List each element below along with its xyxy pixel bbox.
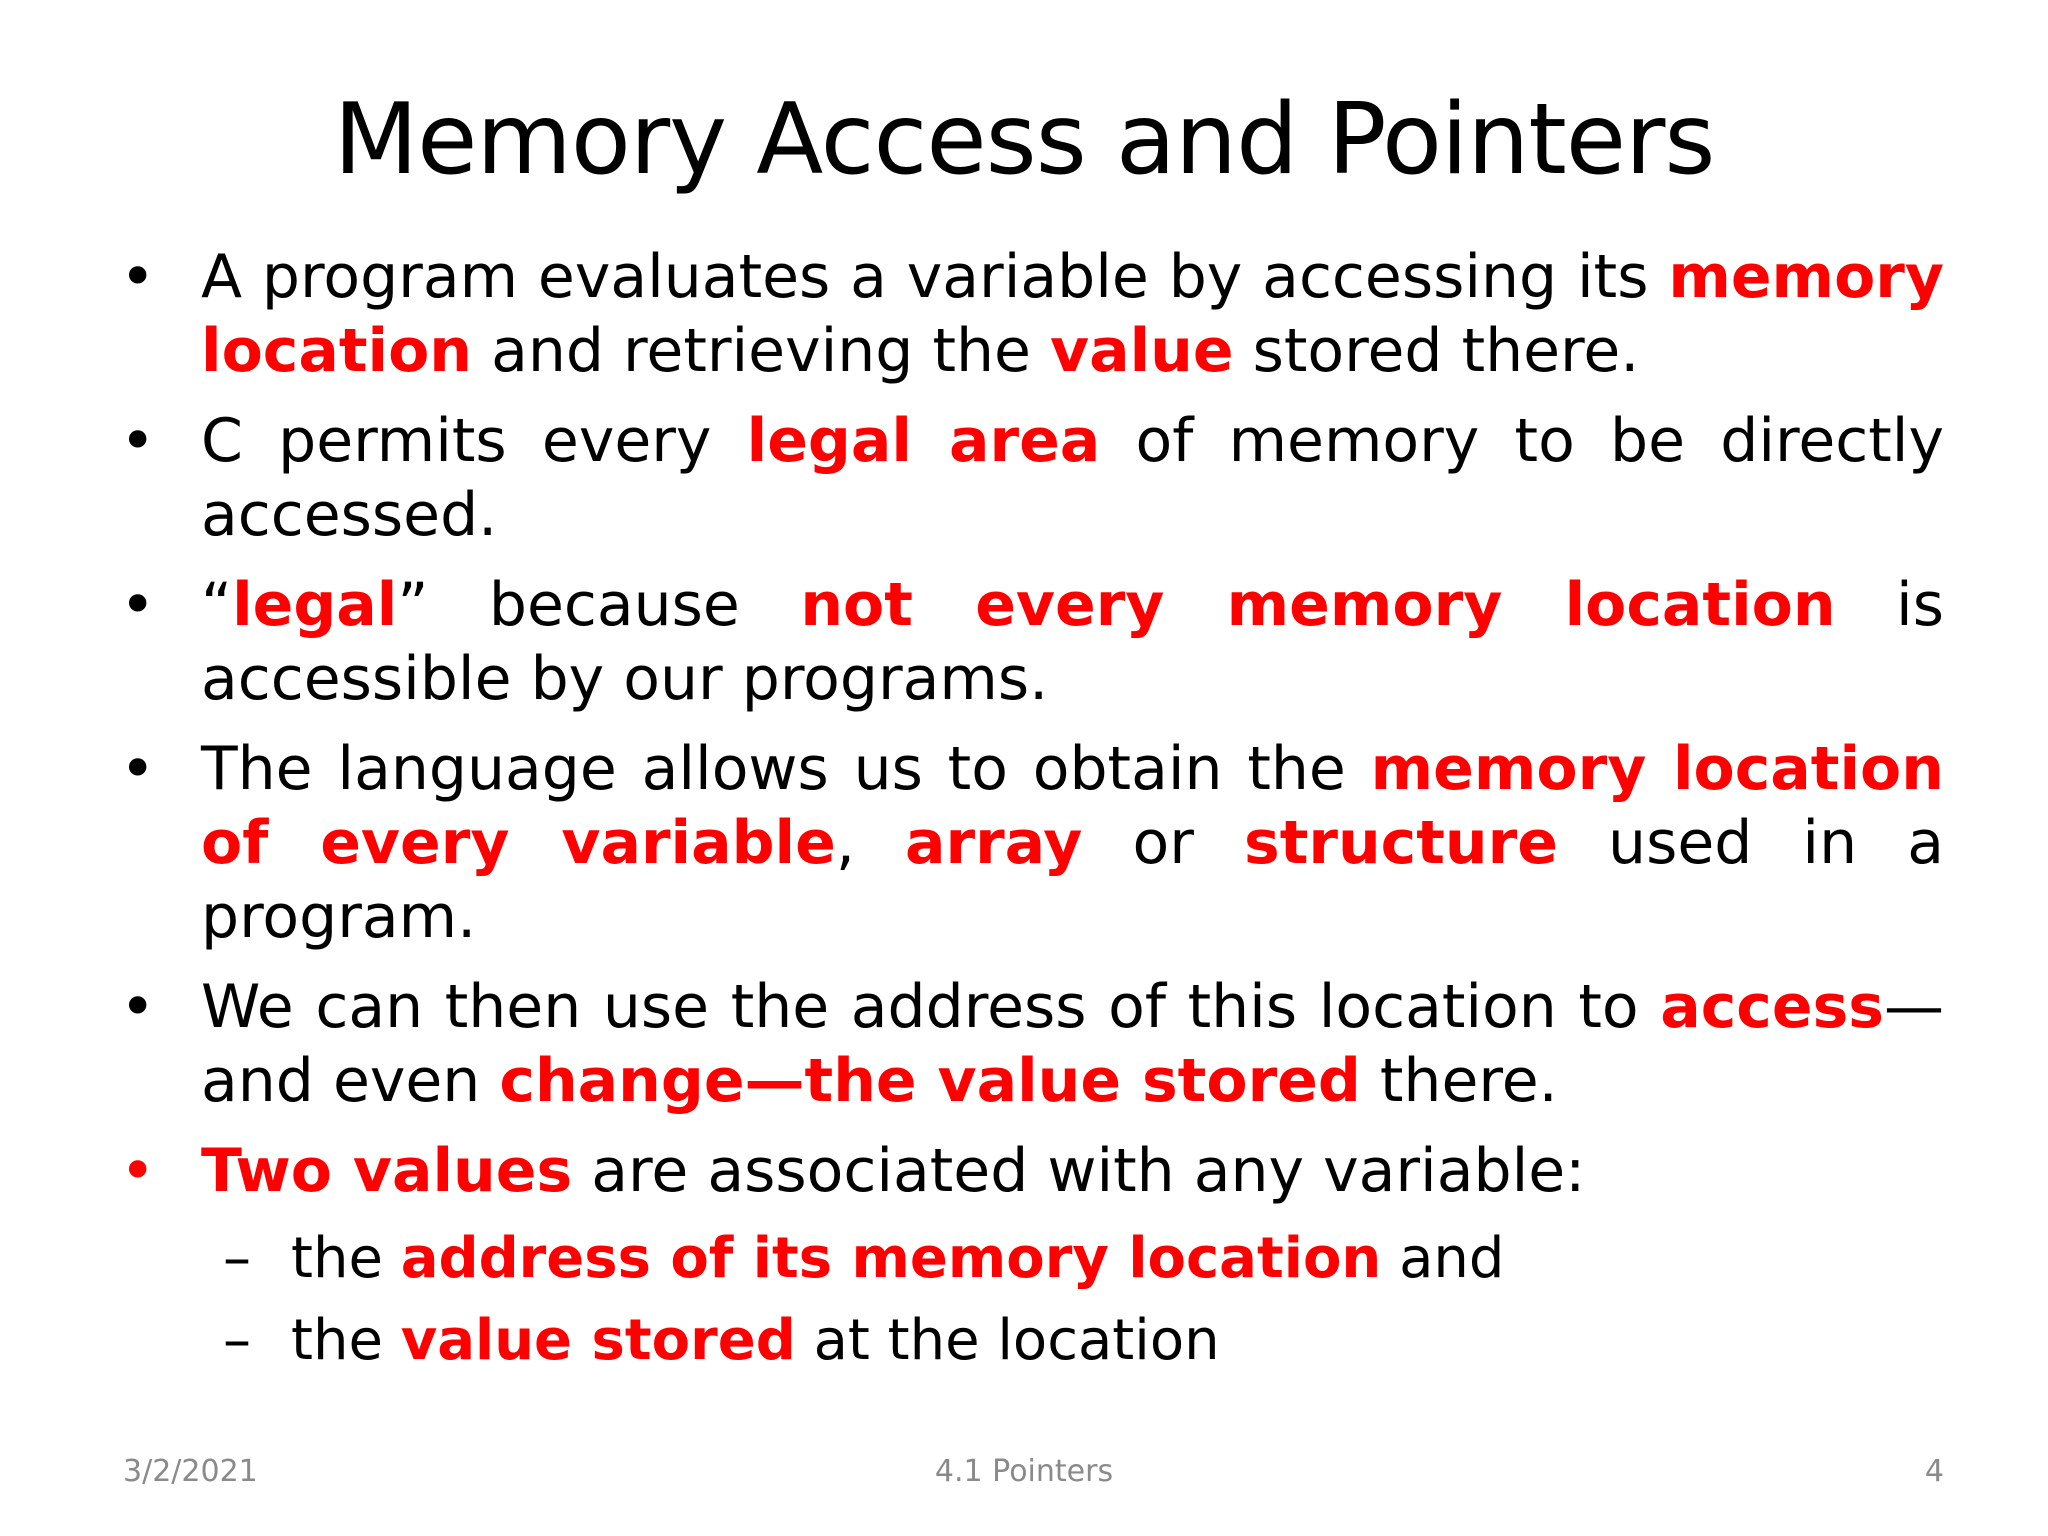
bullet-text: used in a program. xyxy=(201,808,1944,952)
bullet-text: The language allows us to obtain the xyxy=(201,734,1371,804)
bullet-text: A program evaluates a variable by accessing its xyxy=(201,242,1669,312)
bullet-highlight: memory location xyxy=(201,242,1944,386)
bullet-item xyxy=(120,970,1944,1118)
bullet-text: of memory to be directly accessed. xyxy=(201,406,1944,550)
sub-bullet-highlight: address of its memory location xyxy=(400,1226,1382,1291)
bullet-highlight: memory location of every variable xyxy=(201,734,1944,878)
bullet-marker: • xyxy=(120,406,156,476)
bullet-highlight: array xyxy=(904,808,1083,878)
sub-bullet-text: at the location xyxy=(795,1308,1220,1373)
sub-bullet-marker: – xyxy=(223,1226,251,1291)
bullet-text: ” because xyxy=(397,570,801,640)
sub-bullet-highlight: value stored xyxy=(400,1308,796,1373)
bullet-item xyxy=(120,404,1944,552)
bullet-marker: • xyxy=(120,1136,156,1206)
bullet-text: C permits every xyxy=(201,406,747,476)
bullet-highlight: structure xyxy=(1243,808,1558,878)
bullet-item xyxy=(120,568,1944,716)
bullet-text: stored there. xyxy=(1233,316,1640,386)
bullet-highlight: value xyxy=(1050,316,1234,386)
bullet-text: and retrieving the xyxy=(472,316,1050,386)
bullet-highlight: access xyxy=(1660,972,1884,1042)
bullet-highlight: legal area xyxy=(746,406,1101,476)
bullet-marker: • xyxy=(120,734,156,804)
bullet-item xyxy=(120,240,1944,388)
bullet-text: is accessible by our programs. xyxy=(201,570,1944,714)
bullet-marker: • xyxy=(120,242,156,312)
bullet-text: or xyxy=(1082,808,1244,878)
sub-bullet-item xyxy=(120,1224,1944,1294)
bullet-marker: • xyxy=(120,972,156,1042)
bullet-highlight: Two values xyxy=(201,1136,573,1206)
sub-bullet-item xyxy=(120,1306,1944,1376)
slide-title: Memory Access and Pointers xyxy=(333,83,1715,197)
bullet-highlight: not every memory location xyxy=(800,570,1836,640)
bullet-text: We can then use the address of this location to xyxy=(201,972,1661,1042)
footer-title: 4.1 Pointers xyxy=(934,1454,1114,1489)
slide-number: 4 xyxy=(1924,1454,1944,1489)
bullet-highlight: change—the value stored xyxy=(499,1046,1361,1116)
bullet-item xyxy=(120,1134,1944,1208)
footer-date: 3/2/2021 xyxy=(123,1454,258,1489)
bullet-text: “ xyxy=(201,570,233,640)
sub-bullet-text: the xyxy=(291,1308,401,1373)
bullet-text: are associated with any variable: xyxy=(572,1136,1586,1206)
bullet-text: there. xyxy=(1360,1046,1558,1116)
sub-bullet-text: and xyxy=(1381,1226,1505,1291)
sub-bullet-marker: – xyxy=(223,1308,251,1373)
slide-body xyxy=(120,240,1944,1388)
bullet-item xyxy=(120,732,1944,954)
bullet-marker: • xyxy=(120,570,156,640)
sub-bullet-text: the xyxy=(291,1226,401,1291)
bullet-text: —and even xyxy=(201,972,1944,1116)
bullet-text: , xyxy=(835,808,905,878)
bullet-highlight: legal xyxy=(232,570,398,640)
